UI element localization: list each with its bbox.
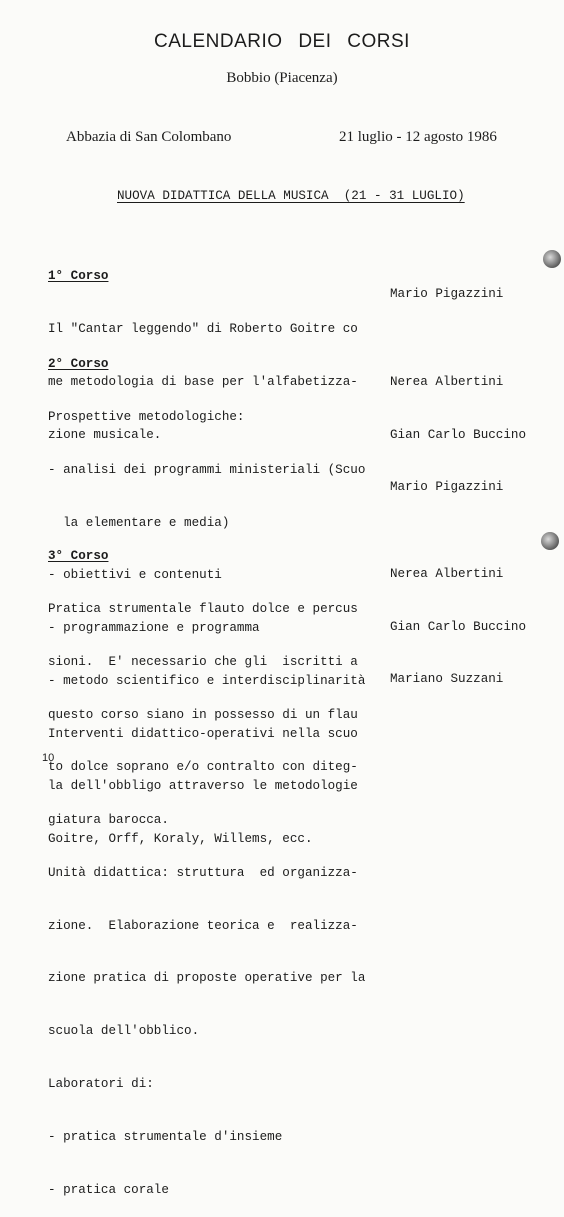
course-line: to dolce soprano e/o contralto con diteg- — [48, 760, 358, 775]
teacher-name: Gian Carlo Buccino — [390, 619, 527, 634]
teacher-name: Nerea Albertini — [390, 566, 504, 581]
punch-hole — [541, 532, 559, 550]
course-3 — [48, 513, 365, 1217]
course-line: - metodo scientifico e interdisciplinarità — [48, 673, 366, 688]
course-line: zione pratica di proposte operative per la — [48, 971, 366, 986]
course-line: scuola dell'obblico. — [48, 1024, 200, 1039]
course-2-teachers — [390, 339, 526, 515]
course-line: zione. Elaborazione teorica e realizza- — [48, 918, 358, 933]
venue: Abbazia di San Colombano — [66, 129, 232, 145]
teacher-name: Gian Carlo Buccino — [390, 427, 527, 442]
teacher-name: Mario Pigazzini — [390, 286, 504, 301]
course-line: zione musicale. — [48, 427, 162, 442]
course-line: - analisi dei programmi ministeriali (Scuo — [48, 462, 366, 477]
course-line: - pratica strumentale d'insieme — [48, 1129, 283, 1144]
page-number: 10 — [42, 752, 55, 764]
course-line: Laboratori di: — [48, 1077, 154, 1091]
course-heading: 2° Corso — [48, 357, 109, 372]
course-line: - pratica corale — [48, 1182, 169, 1197]
course-line: sioni. E' necessario che gli iscritti a — [48, 654, 358, 669]
dates: 21 luglio - 12 agosto 1986 — [339, 129, 497, 145]
teacher-name: Nerea Albertini — [390, 374, 504, 389]
teacher-name: Mario Pigazzini — [390, 480, 504, 495]
course-3-teachers — [390, 531, 526, 707]
course-line: giatura barocca. — [48, 813, 169, 828]
course-line: Il "Cantar leggendo" di Roberto Goitre co — [48, 321, 358, 336]
page-title: CALENDARIO DEI CORSI — [154, 31, 410, 52]
course-1-teachers — [390, 251, 503, 321]
course-line: Prospettive metodologiche: — [48, 409, 245, 424]
course-heading: 3° Corso — [48, 549, 109, 564]
section-title: NUOVA DIDATTICA DELLA MUSICA (21 - 31 LUGLIO) — [117, 189, 465, 203]
course-heading: 1° Corso — [48, 269, 109, 284]
punch-hole — [543, 250, 561, 268]
course-line: - programmazione e programma — [48, 621, 260, 636]
course-line: Pratica strumentale flauto dolce e percus — [48, 601, 358, 616]
course-line: me metodologia di base per l'alfabetizza- — [48, 374, 358, 389]
teacher-name: Mariano Suzzani — [390, 672, 504, 687]
course-line: la dell'obbligo attraverso le metodologie — [48, 779, 358, 794]
course-line: la elementare e media) — [48, 515, 230, 530]
course-line: Interventi didattico-operativi nella scuo — [48, 726, 358, 741]
course-line: Unità didattica: struttura ed organizza- — [48, 865, 358, 880]
course-line: - obiettivi e contenuti — [48, 568, 222, 583]
course-line: questo corso siano in possesso di un flau — [48, 707, 358, 722]
location: Bobbio (Piacenza) — [226, 70, 338, 86]
course-line: Goitre, Orff, Koraly, Willems, ecc. — [48, 832, 313, 847]
